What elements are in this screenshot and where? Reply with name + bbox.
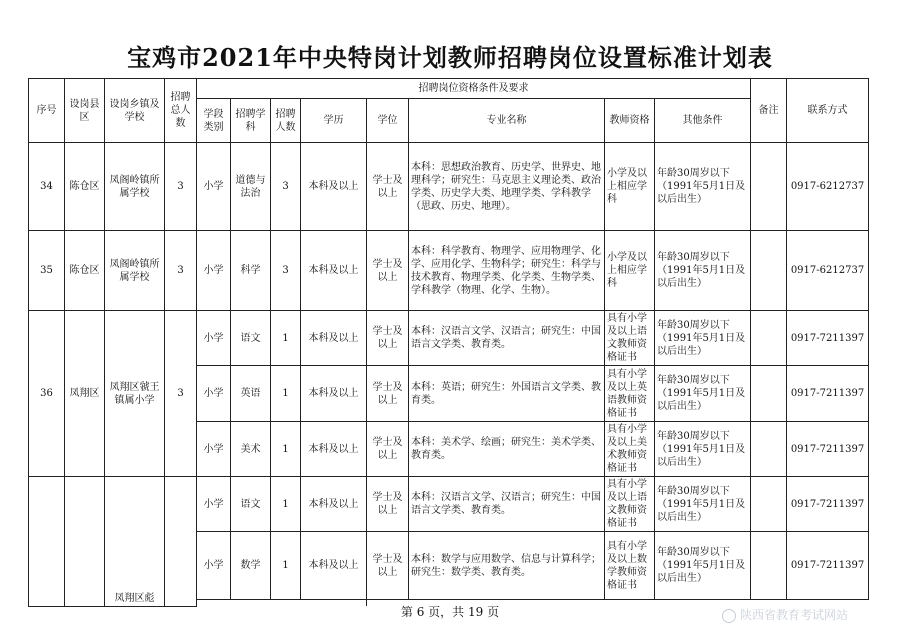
cell-stage: 小学 (197, 532, 231, 600)
cell-degree: 学士及以上 (367, 532, 409, 600)
cell-degree: 学士及以上 (367, 477, 409, 532)
cell-no (29, 477, 65, 607)
cell-school: 凤阁岭镇所属学校 (105, 231, 165, 311)
cell-other: 年龄30周岁以下（1991年5月1日及以后出生） (655, 231, 751, 311)
header-total: 招聘总人数 (165, 79, 197, 143)
cell-subject: 道德与法治 (231, 143, 271, 231)
cell-edu: 本科及以上 (301, 422, 367, 477)
cell-contact: 0917-6212737 (787, 143, 869, 231)
cell-qual: 具有小学及以上英语教师资格证书 (605, 366, 655, 422)
cell-edu: 本科及以上 (301, 477, 367, 532)
cell-total: 3 (165, 143, 197, 231)
cell-county: 陈仓区 (65, 143, 105, 231)
cell-stage: 小学 (197, 422, 231, 477)
header-edu: 学历 (301, 99, 367, 143)
cell-degree: 学士及以上 (367, 422, 409, 477)
cell-school: 凤阁岭镇所属学校 (105, 143, 165, 231)
cell-stage: 小学 (197, 231, 231, 311)
cell-edu: 本科及以上 (301, 231, 367, 311)
table-row (29, 231, 869, 311)
cell-county: 凤翔区 (65, 311, 105, 477)
cell-total: 3 (165, 311, 197, 477)
cell-remark (751, 231, 787, 311)
cell-major: 本科：科学教育、物理学、应用物理学、化学、应用化学、生物科学；研究生：科学与技术教育、物理学类、化学类、生物学类、学科教学（物理、化学、生物）。 (409, 231, 605, 311)
cell-remark (751, 422, 787, 477)
cell-no: 34 (29, 143, 65, 231)
cell-major: 本科：汉语言文学、汉语言；研究生：中国语言文学类、教育类。 (409, 311, 605, 366)
cell-major: 本科：思想政治教育、历史学、世界史、地理科学；研究生：马克思主义理论类、政治学类、历史学大类、地理学类、学科教学（思政、历史、地理）。 (409, 143, 605, 231)
cell-qual: 小学及以上相应学科 (605, 231, 655, 311)
header-county: 设岗县区 (65, 79, 105, 143)
recruitment-table (28, 78, 869, 607)
header-school: 设岗乡镇及学校 (105, 79, 165, 143)
table-row (29, 477, 869, 532)
cell-qual: 具有小学及以上语文教师资格证书 (605, 477, 655, 532)
cell-count: 1 (271, 477, 301, 532)
page-footer: 第 6 页，共 19 页 (400, 605, 500, 619)
header-contact: 联系方式 (787, 79, 869, 143)
cell-degree: 学士及以上 (367, 366, 409, 422)
cell-contact: 0917-7211397 (787, 422, 869, 477)
cell-stage: 小学 (197, 311, 231, 366)
cell-subject: 语文 (231, 311, 271, 366)
cell-subject: 数学 (231, 532, 271, 600)
cell-qual: 具有小学及以上数学教师资格证书 (605, 532, 655, 600)
cell-contact: 0917-7211397 (787, 311, 869, 366)
cell-county (65, 477, 105, 607)
cell-major: 本科：汉语言文学、汉语言；研究生：中国语言文学类、教育类。 (409, 477, 605, 532)
cell-remark (751, 366, 787, 422)
cell-major: 本科：英语；研究生：外国语言文学类、教育类。 (409, 366, 605, 422)
header-stage: 学段类别 (197, 99, 231, 143)
cell-count: 1 (271, 311, 301, 366)
header-subject: 招聘学科 (231, 99, 271, 143)
cell-total: 3 (165, 231, 197, 311)
cell-other: 年龄30周岁以下（1991年5月1日及以后出生） (655, 477, 751, 532)
table-row (29, 311, 869, 366)
table-row (29, 143, 869, 231)
cell-other: 年龄30周岁以下（1991年5月1日及以后出生） (655, 366, 751, 422)
cell-subject: 英语 (231, 366, 271, 422)
cell-edu: 本科及以上 (301, 532, 367, 600)
cell-remark (751, 143, 787, 231)
cell-no: 36 (29, 311, 65, 477)
header-count: 招聘人数 (271, 99, 301, 143)
cell-stage: 小学 (197, 366, 231, 422)
cell-count: 1 (271, 422, 301, 477)
cell-county: 陈仓区 (65, 231, 105, 311)
page-title: 宝鸡市2021年中央特岗计划教师招聘岗位设置标准计划表 (127, 43, 773, 72)
cell-qual: 具有小学及以上语文教师资格证书 (605, 311, 655, 366)
cell-qual: 小学及以上相应学科 (605, 143, 655, 231)
cell-other: 年龄30周岁以下（1991年5月1日及以后出生） (655, 311, 751, 366)
cell-degree: 学士及以上 (367, 231, 409, 311)
cell-subject: 美术 (231, 422, 271, 477)
cell-stage: 小学 (197, 477, 231, 532)
cell-school: 凤翔区虢王镇属小学 (105, 311, 165, 477)
cell-count: 1 (271, 532, 301, 600)
cell-contact: 0917-6212737 (787, 231, 869, 311)
watermark (722, 606, 848, 623)
cell-contact: 0917-7211397 (787, 366, 869, 422)
cell-other: 年龄30周岁以下（1991年5月1日及以后出生） (655, 422, 751, 477)
watermark-text: 陕西省教育考试网站 (740, 608, 849, 622)
header-group: 招聘岗位资格条件及要求 (197, 79, 751, 99)
watermark-logo-icon (722, 609, 736, 623)
cell-subject: 科学 (231, 231, 271, 311)
cell-qual: 具有小学及以上美术教师资格证书 (605, 422, 655, 477)
cell-contact: 0917-7211397 (787, 532, 869, 600)
header-degree: 学位 (367, 99, 409, 143)
cell-count: 3 (271, 231, 301, 311)
cell-no: 35 (29, 231, 65, 311)
header-qual: 教师资格 (605, 99, 655, 143)
cell-count: 3 (271, 143, 301, 231)
cell-other: 年龄30周岁以下（1991年5月1日及以后出生） (655, 532, 751, 600)
header-no: 序号 (29, 79, 65, 143)
header-remark: 备注 (751, 79, 787, 143)
cell-stage: 小学 (197, 143, 231, 231)
cell-subject: 语文 (231, 477, 271, 532)
cell-degree: 学士及以上 (367, 311, 409, 366)
header-major: 专业名称 (409, 99, 605, 143)
cell-remark (751, 532, 787, 600)
cell-degree: 学士及以上 (367, 143, 409, 231)
cell-remark (751, 311, 787, 366)
cell-school: 凤翔区彪 (105, 477, 165, 607)
cell-major: 本科：美术学、绘画；研究生：美术学类、教育类。 (409, 422, 605, 477)
cell-edu: 本科及以上 (301, 143, 367, 231)
cell-remark (751, 477, 787, 532)
cell-major: 本科：数学与应用数学、信息与计算科学；研究生：数学类、教育类。 (409, 532, 605, 600)
cell-other: 年龄30周岁以下（1991年5月1日及以后出生） (655, 143, 751, 231)
cell-edu: 本科及以上 (301, 311, 367, 366)
header-other: 其他条件 (655, 99, 751, 143)
cell-count: 1 (271, 366, 301, 422)
cell-total (165, 477, 197, 607)
cell-contact: 0917-7211397 (787, 477, 869, 532)
cell-edu: 本科及以上 (301, 366, 367, 422)
